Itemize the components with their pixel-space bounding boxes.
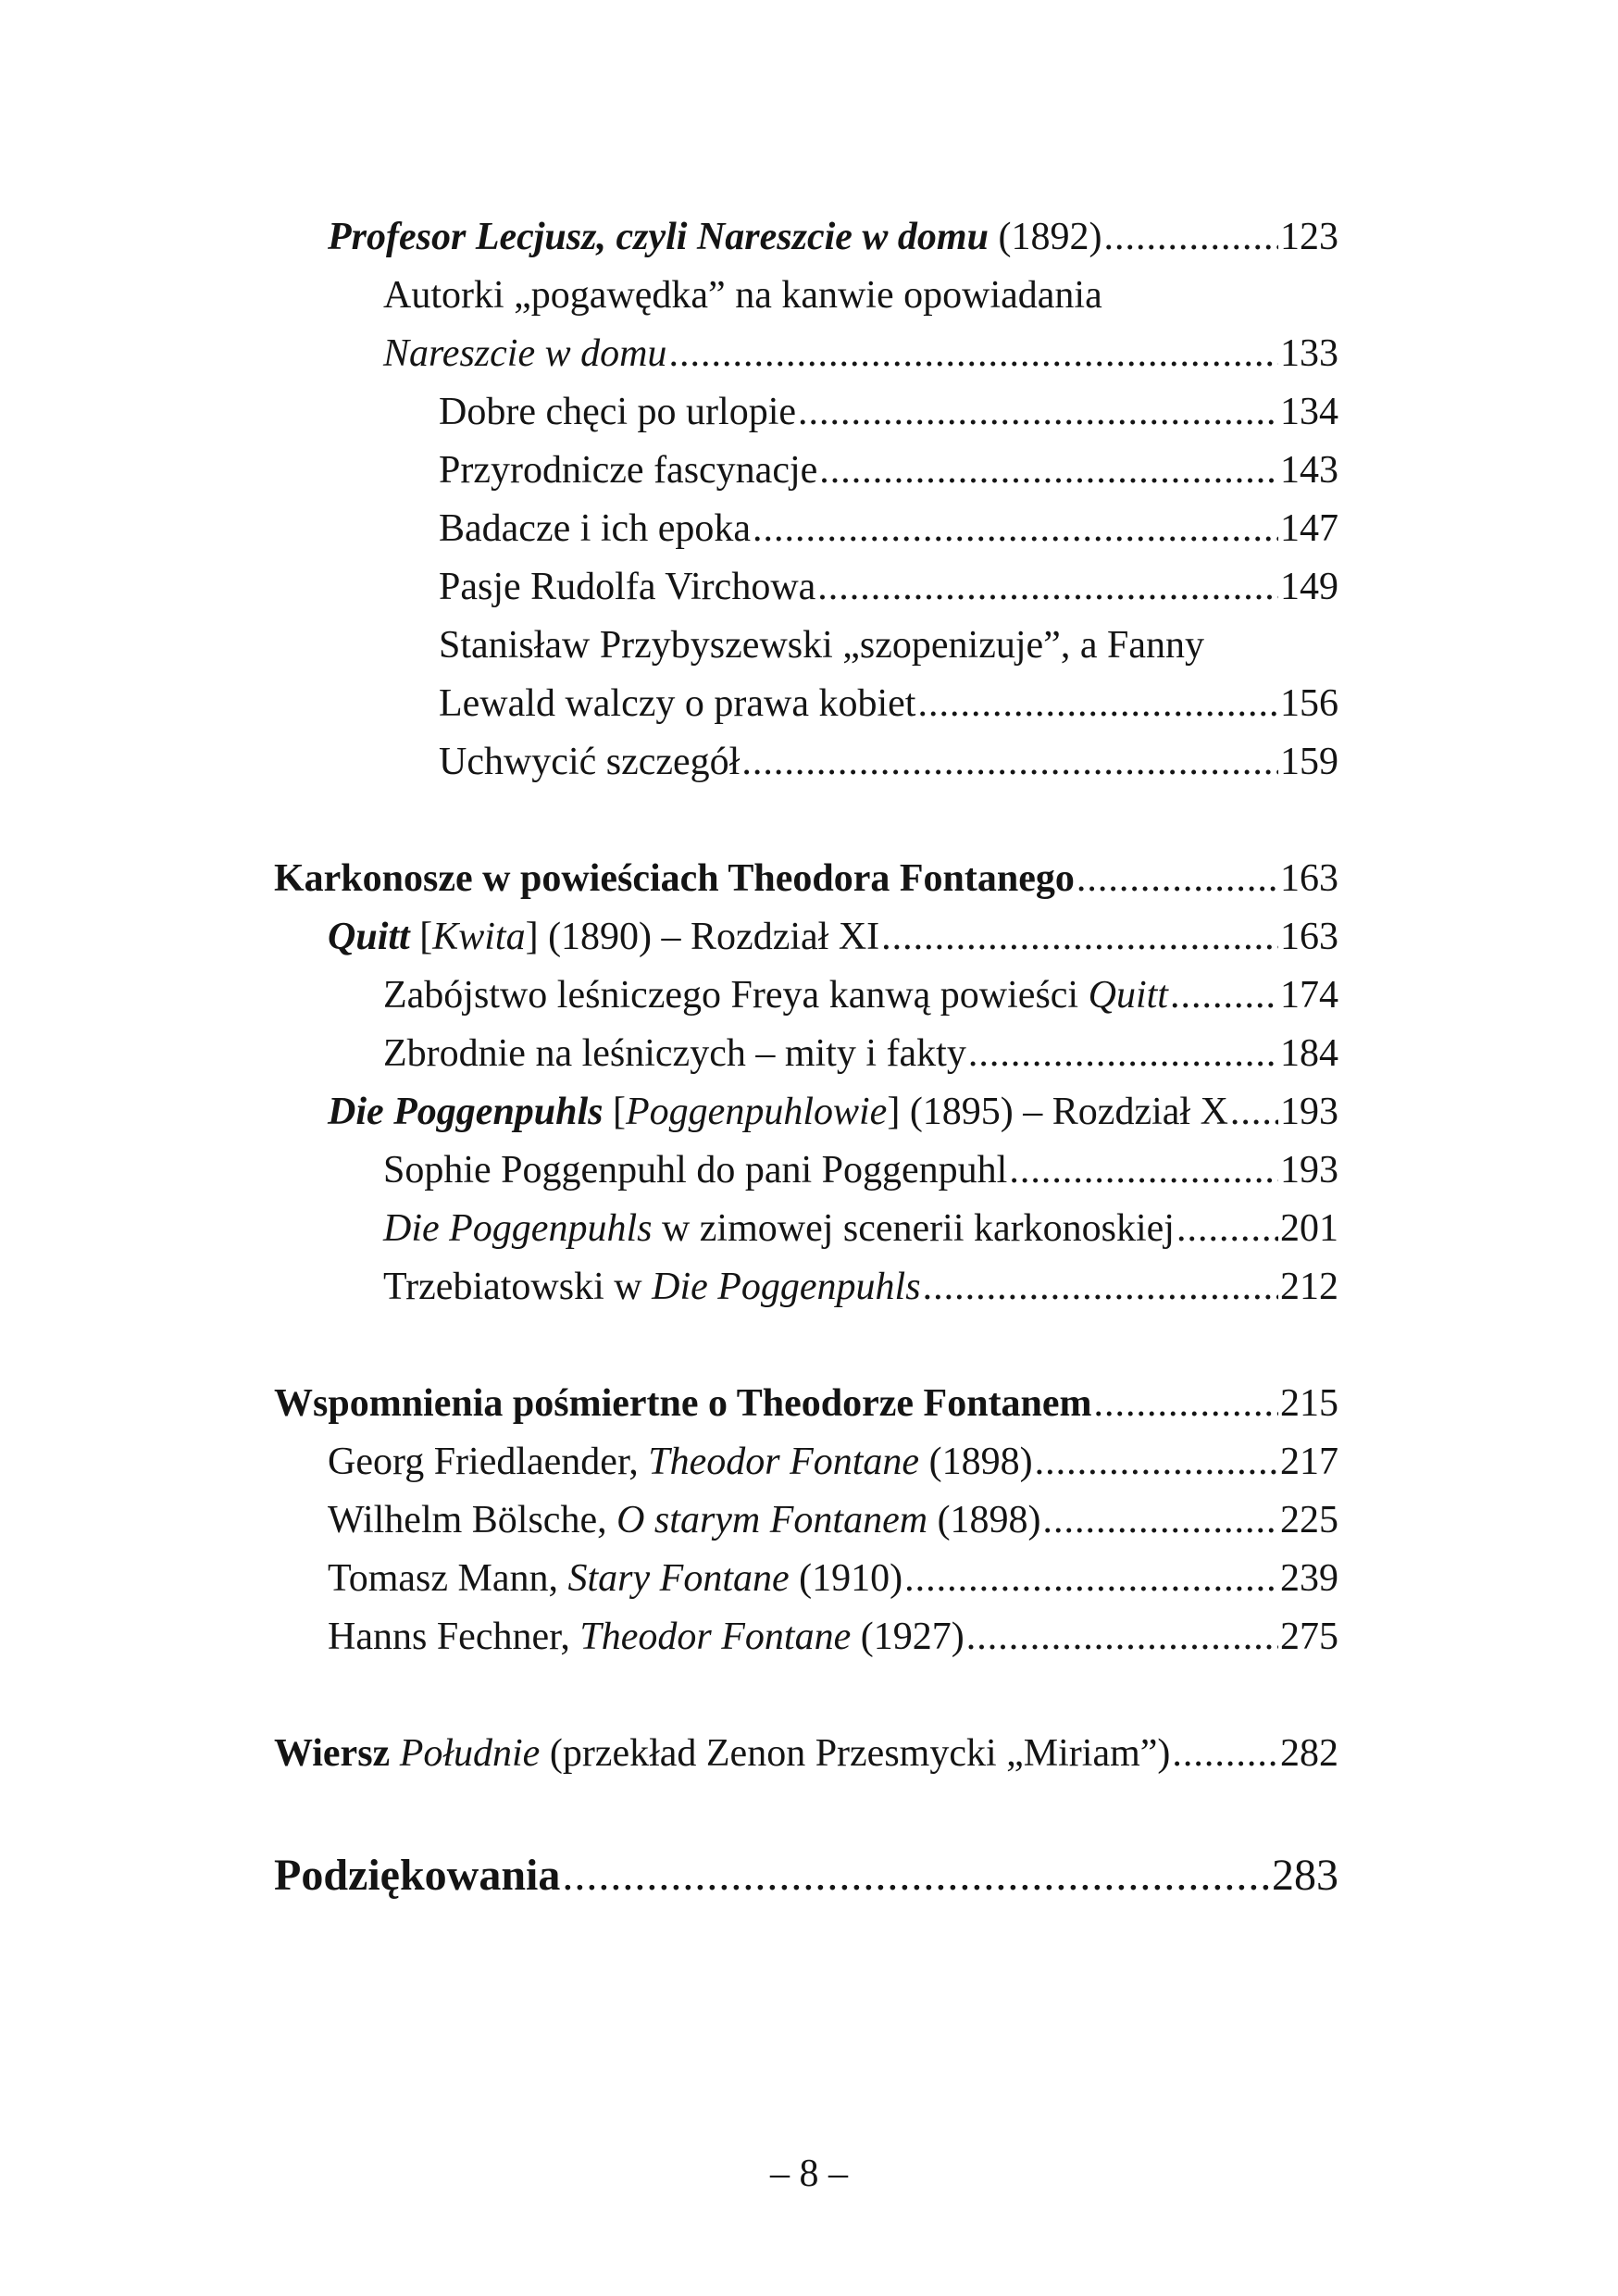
toc-entry-author: Wilhelm Bölsche, bbox=[328, 1499, 617, 1541]
toc-section-title: Wiersz bbox=[274, 1732, 391, 1775]
dot-leader bbox=[668, 325, 1278, 383]
toc-page-number: 149 bbox=[1280, 566, 1338, 608]
toc-entry-title: Zbrodnie na leśniczych – mity i fakty bbox=[383, 1032, 966, 1075]
spacer bbox=[274, 1666, 1338, 1725]
dot-leader bbox=[966, 1608, 1278, 1666]
dot-leader bbox=[968, 1025, 1278, 1083]
toc-entry-pasje-virchowa[interactable] bbox=[274, 558, 1338, 617]
toc-page-number: 201 bbox=[1280, 1207, 1338, 1250]
toc-section-title: Wspomnienia pośmiertne o Theodorze Fontanem bbox=[274, 1382, 1092, 1425]
toc-entry-profesor-lecjusz[interactable] bbox=[274, 208, 1338, 267]
toc-entry-friedlaender[interactable] bbox=[274, 1433, 1338, 1491]
toc-page-number: 282 bbox=[1280, 1732, 1338, 1775]
toc-entry-trzebiatowski[interactable] bbox=[274, 1258, 1338, 1316]
toc-page-number: 147 bbox=[1280, 507, 1338, 550]
toc-entry-title: Badacze i ich epoka bbox=[439, 507, 751, 550]
toc-entry-zimowej-scenerii[interactable] bbox=[274, 1200, 1338, 1258]
page-number: – 8 – bbox=[770, 2152, 848, 2195]
toc-entry-title: Quitt bbox=[328, 916, 410, 958]
toc-entry-translation: Poggenpuhlowie bbox=[626, 1091, 888, 1133]
dot-leader bbox=[1172, 1725, 1278, 1783]
toc-entry-author: Tomasz Mann, bbox=[328, 1557, 568, 1600]
toc-entry-year: (1892) bbox=[988, 216, 1102, 258]
toc-entry-nareszcie-w-domu[interactable] bbox=[274, 325, 1338, 383]
toc-entry-przybyszewski[interactable] bbox=[274, 675, 1338, 733]
dot-leader bbox=[923, 1258, 1278, 1316]
toc-entry-year: (1898) bbox=[919, 1441, 1033, 1483]
dot-leader bbox=[1103, 208, 1278, 267]
toc-entry-year: (1927) bbox=[851, 1616, 965, 1658]
dot-leader bbox=[917, 675, 1278, 733]
spacer bbox=[274, 1783, 1338, 1846]
dot-leader bbox=[1230, 1083, 1278, 1142]
dot-leader bbox=[1176, 1200, 1278, 1258]
toc-entry-title: Die Poggenpuhls bbox=[328, 1091, 604, 1133]
toc-page-number: 217 bbox=[1280, 1441, 1338, 1483]
toc-entry-title: Dobre chęci po urlopie bbox=[439, 391, 797, 433]
toc-entry-title: Sophie Poggenpuhl do pani Poggenpuhl bbox=[383, 1149, 1008, 1192]
toc-section-karkonosze[interactable] bbox=[274, 850, 1338, 908]
toc-page-number: 239 bbox=[1280, 1557, 1338, 1600]
toc-entry-fechner[interactable] bbox=[274, 1608, 1338, 1666]
toc-section-wiersz[interactable] bbox=[274, 1725, 1338, 1783]
toc-page-number: 156 bbox=[1280, 682, 1338, 725]
toc-entry-title: Nareszcie w domu bbox=[383, 332, 667, 375]
toc-page-number: 123 bbox=[1280, 216, 1338, 258]
dot-leader bbox=[562, 1846, 1270, 1904]
toc-entry-title: Theodor Fontane bbox=[648, 1441, 920, 1483]
toc-entry-line bbox=[274, 617, 1338, 675]
toc-entry-title: Lewald walczy o prawa kobiet bbox=[439, 682, 916, 725]
toc-page-number: 159 bbox=[1280, 741, 1338, 783]
toc-entry-line bbox=[274, 267, 1338, 325]
toc-entry-title-line1: Stanisław Przybyszewski „szopenizuje”, a Fanny bbox=[439, 624, 1204, 667]
toc-entry-title: Przyrodnicze fascynacje bbox=[439, 449, 818, 492]
table-of-contents bbox=[274, 208, 1338, 1904]
dot-leader bbox=[753, 500, 1278, 558]
toc-entry-italic: Die Poggenpuhls bbox=[652, 1266, 921, 1308]
toc-entry-quitt[interactable] bbox=[274, 908, 1338, 967]
toc-page-number: 193 bbox=[1280, 1091, 1338, 1133]
toc-entry-text: ] (1895) – Rozdział X bbox=[887, 1091, 1228, 1133]
toc-page-number: 133 bbox=[1280, 332, 1338, 375]
toc-entry-bolsche[interactable] bbox=[274, 1491, 1338, 1550]
toc-entry-sophie[interactable] bbox=[274, 1142, 1338, 1200]
toc-entry-przyrodnicze[interactable] bbox=[274, 442, 1338, 500]
toc-entry-poggenpuhls[interactable] bbox=[274, 1083, 1338, 1142]
toc-entry-text: ] (1890) – Rozdział XI bbox=[525, 916, 880, 958]
toc-entry-title: Zabójstwo leśniczego Freya kanwą powieści bbox=[383, 974, 1089, 1017]
toc-page-number: 212 bbox=[1280, 1266, 1338, 1308]
toc-page-number: 163 bbox=[1280, 916, 1338, 958]
toc-section-title: Podziękowania bbox=[274, 1851, 561, 1900]
toc-page-number: 143 bbox=[1280, 449, 1338, 492]
dot-leader bbox=[741, 733, 1278, 792]
toc-entry-title: w zimowej scenerii karkonoskiej bbox=[652, 1207, 1175, 1250]
toc-entry-text bbox=[390, 1732, 400, 1775]
dot-leader bbox=[1035, 1433, 1278, 1491]
toc-entry-zbrodnie[interactable] bbox=[274, 1025, 1338, 1083]
dot-leader bbox=[1094, 1375, 1278, 1433]
toc-page-number: 174 bbox=[1280, 974, 1338, 1017]
toc-entry-mann[interactable] bbox=[274, 1550, 1338, 1608]
toc-entry-dobre-checi[interactable] bbox=[274, 383, 1338, 442]
toc-section-wspomnienia[interactable] bbox=[274, 1375, 1338, 1433]
toc-entry-italic: Quitt bbox=[1088, 974, 1168, 1017]
dot-leader bbox=[798, 383, 1278, 442]
toc-entry-text: (przekład Zenon Przesmycki „Miriam”) bbox=[540, 1732, 1171, 1775]
toc-entry-title-line1: Autorki „pogawędka” na kanwie opowiadania bbox=[383, 274, 1102, 317]
toc-entry-author: Georg Friedlaender, bbox=[328, 1441, 649, 1483]
toc-entry-year: (1910) bbox=[789, 1557, 903, 1600]
toc-entry-italic: Południe bbox=[399, 1732, 541, 1775]
dot-leader bbox=[1043, 1491, 1278, 1550]
dot-leader bbox=[904, 1550, 1278, 1608]
toc-entry-title: Pasje Rudolfa Virchowa bbox=[439, 566, 816, 608]
toc-section-title: Karkonosze w powieściach Theodora Fontanego bbox=[274, 857, 1075, 900]
toc-entry-title: Trzebiatowski w bbox=[383, 1266, 653, 1308]
dot-leader bbox=[817, 558, 1278, 617]
toc-entry-author: Hanns Fechner, bbox=[328, 1616, 580, 1658]
toc-entry-title: O starym Fontanem bbox=[616, 1499, 928, 1541]
toc-page-number: 193 bbox=[1280, 1149, 1338, 1192]
toc-page-number: 275 bbox=[1280, 1616, 1338, 1658]
spacer bbox=[274, 792, 1338, 850]
dot-leader bbox=[1170, 967, 1278, 1025]
toc-page-number: 134 bbox=[1280, 391, 1338, 433]
toc-entry-text: [ bbox=[603, 1091, 627, 1133]
toc-entry-title: Theodor Fontane bbox=[579, 1616, 852, 1658]
toc-entry-badacze[interactable] bbox=[274, 500, 1338, 558]
toc-entry-zabojstwo[interactable] bbox=[274, 967, 1338, 1025]
toc-section-podziekowania[interactable] bbox=[274, 1846, 1338, 1904]
toc-entry-year: (1898) bbox=[927, 1499, 1041, 1541]
toc-page-number: 215 bbox=[1280, 1382, 1338, 1425]
dot-leader bbox=[881, 908, 1278, 967]
toc-entry-title: Stary Fontane bbox=[567, 1557, 790, 1600]
spacer bbox=[274, 1316, 1338, 1375]
dot-leader bbox=[1009, 1142, 1278, 1200]
toc-entry-text: [ bbox=[409, 916, 433, 958]
toc-page-number: 225 bbox=[1280, 1499, 1338, 1541]
dot-leader bbox=[819, 442, 1278, 500]
toc-page-number: 163 bbox=[1280, 857, 1338, 900]
toc-entry-title: Uchwycić szczegół bbox=[439, 741, 741, 783]
toc-entry-uchwycic[interactable] bbox=[274, 733, 1338, 792]
toc-entry-italic: Die Poggenpuhls bbox=[383, 1207, 653, 1250]
toc-entry-translation: Kwita bbox=[432, 916, 526, 958]
toc-entry-title: Profesor Lecjusz, czyli Nareszcie w domu bbox=[328, 216, 989, 258]
toc-page-number: 283 bbox=[1272, 1851, 1338, 1900]
toc-page-number: 184 bbox=[1280, 1032, 1338, 1075]
dot-leader bbox=[1077, 850, 1278, 908]
